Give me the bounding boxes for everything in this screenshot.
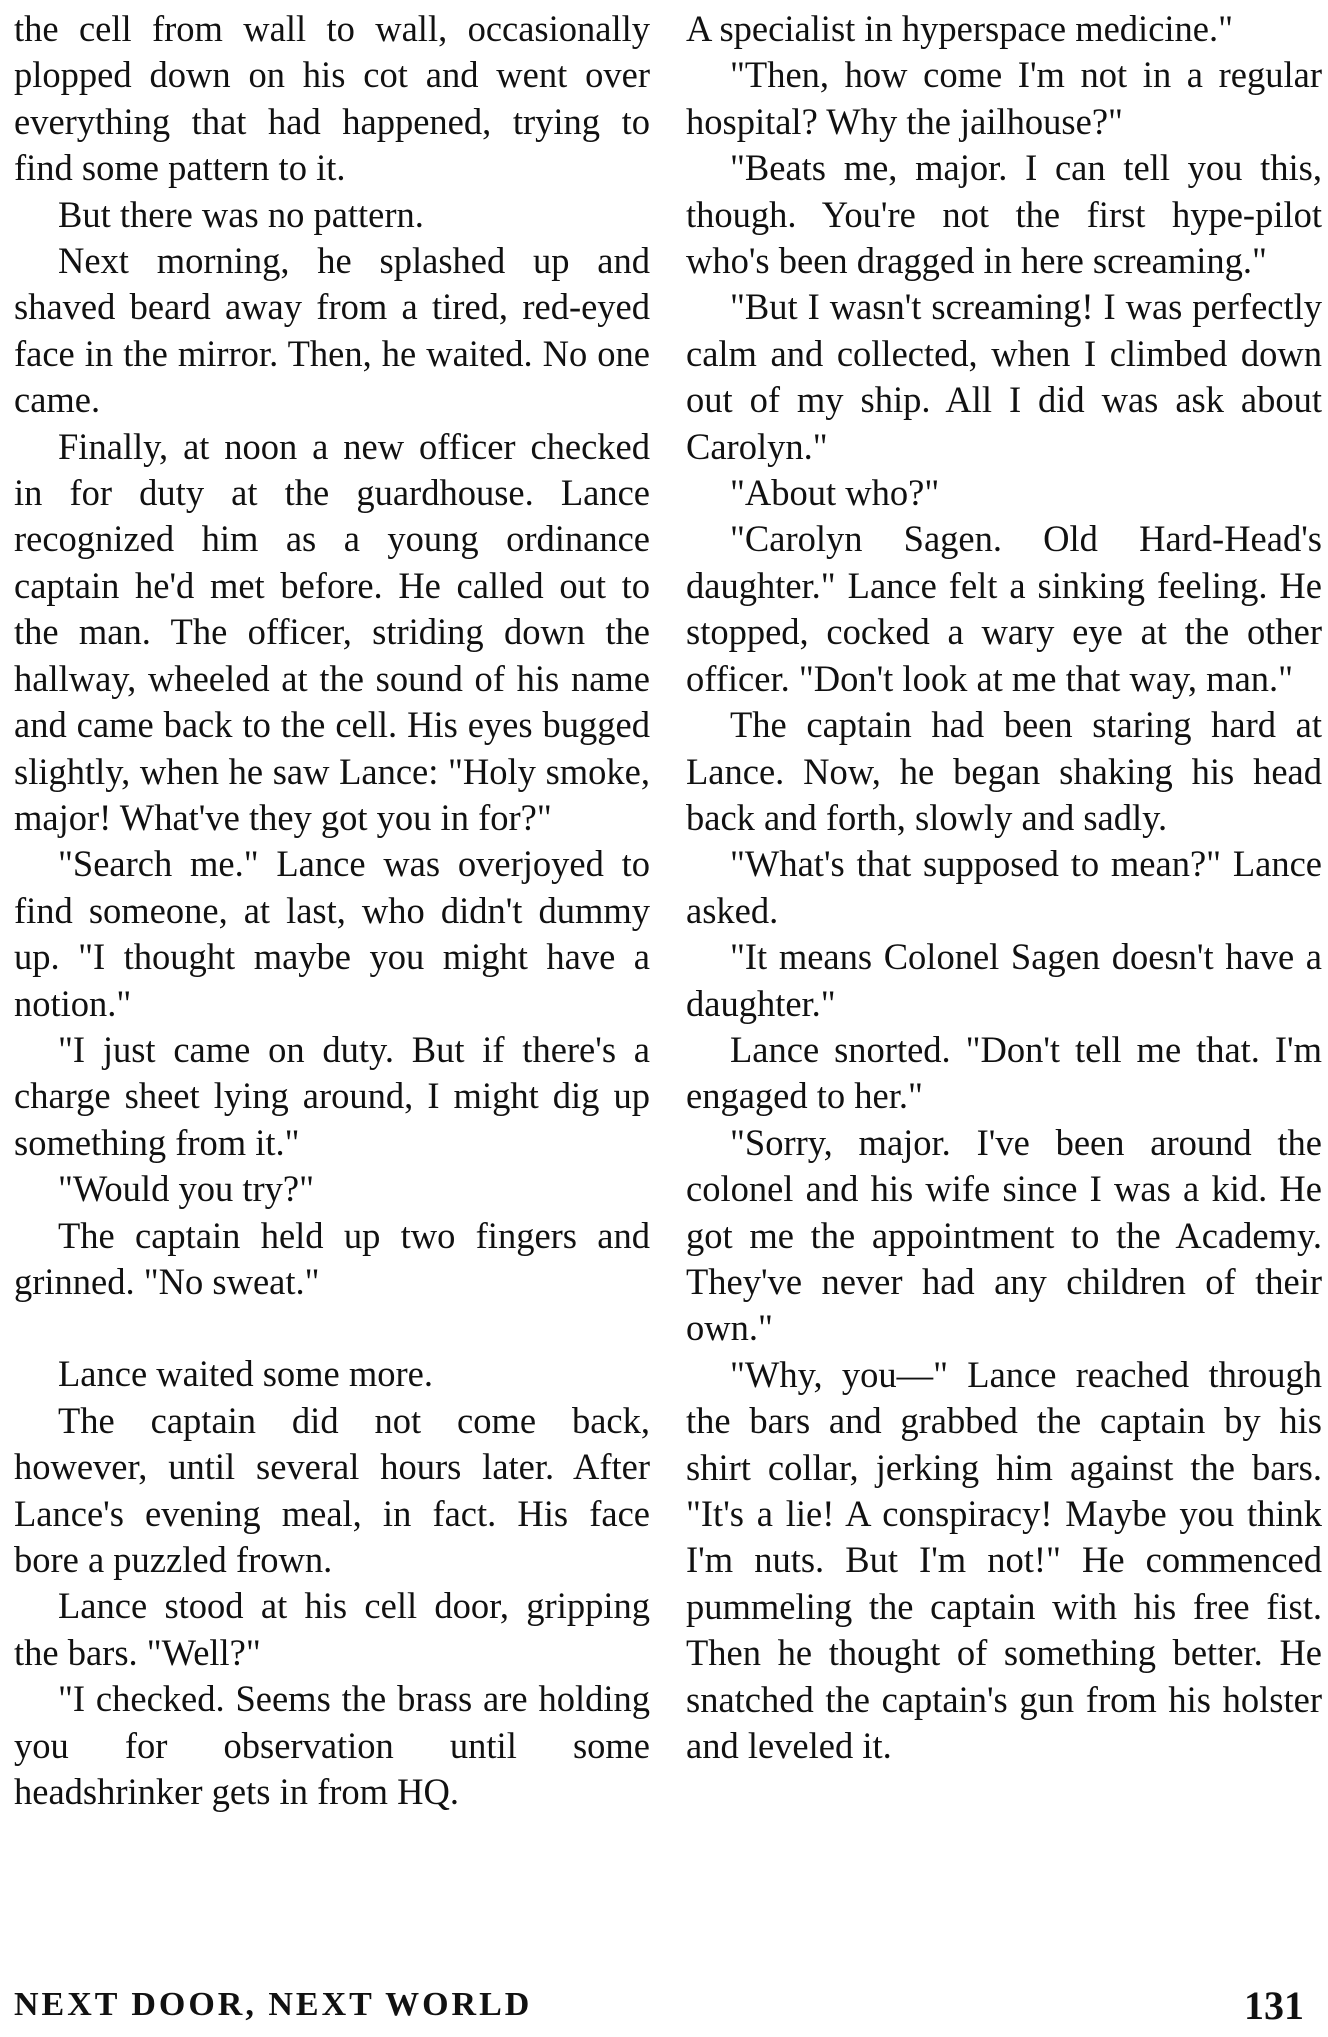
paragraph: "Beats me, major. I can tell you this, though. You're not the first hype-pilot who's been dragged in here screaming." [686, 147, 1322, 282]
paragraph: "About who?" [730, 472, 940, 514]
paragraph: "I just came on duty. But if there's a charge sheet lying around, I might dig up something from it." [14, 1028, 650, 1163]
paragraph: A specialist in hyperspace medicine." [686, 8, 1234, 49]
paragraph: "It means Colonel Sagen doesn't have a daughter." [686, 936, 1322, 1024]
paragraph: "What's that supposed to mean?" Lance asked. [686, 843, 1322, 931]
paragraph: "Would you try?" [58, 1168, 314, 1210]
paragraph: Lance snorted. "Don't tell me that. I'm engaged to her." [686, 1028, 1322, 1117]
right-text-column [686, 6, 1322, 1769]
paragraph: "Search me." Lance was overjoyed to find someone, at last, who didn't dummy up. "I thought maybe you might have a notion." [14, 843, 650, 1024]
paragraph: "I checked. Seems the brass are holding you for observation until some headshrinker gets in from HQ. [14, 1678, 650, 1813]
left-text-column [14, 6, 650, 1815]
paragraph: "Then, how come I'm not in a regular hospital? Why the jailhouse?" [686, 54, 1322, 142]
paragraph: Lance waited some more. [58, 1353, 433, 1395]
paragraph: But there was no pattern. [58, 193, 424, 235]
paragraph: Lance stood at his cell door, gripping the bars. "Well?" [14, 1585, 650, 1673]
paragraph: The captain had been staring hard at Lance. Now, he began shaking his head back and forth, slowly and sadly. [686, 704, 1322, 838]
paragraph: Next morning, he splashed up and shaved beard away from a tired, red-eyed face in the mirror. Then, he waited. No one came. [14, 240, 650, 421]
paragraph: "Why, you—" Lance reached through the bars and grabbed the captain by his shirt collar, jerking him against the bars. "It's a lie! A conspiracy! Maybe you think I'm nuts. But I'm not!" He commenced pummeling the captain with his free fist. Then he thought of something better. He snatched the captain's gun from his holster and leveled it. [686, 1353, 1322, 1767]
paragraph: "Carolyn Sagen. Old Hard-Head's daughter." Lance felt a sinking feeling. He stopped, cocked a wary eye at the other officer. "Don't look at me that way, man." [686, 518, 1322, 699]
paragraph: the cell from wall to wall, occasionally plopped down on his cot and went over everything that had happened, trying to find some pattern to it. [14, 8, 650, 189]
paragraph: The captain held up two fingers and grinned. "No sweat." [14, 1214, 650, 1302]
paragraph: Finally, at noon a new officer checked in for duty at the guardhouse. Lance recognized him as a young ordinance captain he'd met before. He called out to the man. The officer, striding down the hallway, wheeled at the sound of his name and came back to the cell. His eyes bugged slightly, when he saw Lance: "Holy smoke, major! What've they got you in for?" [14, 425, 650, 838]
paragraph: "Sorry, major. I've been around the colonel and his wife since I was a kid. He got me the appointment to the Academy. They've never had any children of their own." [686, 1121, 1322, 1349]
running-head: NEXT DOOR, NEXT WORLD [14, 1986, 533, 2023]
page-number: 131 [1244, 1983, 1304, 2028]
paragraph: "But I wasn't screaming! I was perfectly calm and collected, when I climbed down out of my ship. All I did was ask about Carolyn." [686, 286, 1322, 467]
page-footer [14, 1983, 1304, 2030]
paragraph: The captain did not come back, however, until several hours later. After Lance's evening meal, in fact. His face bore a puzzled frown. [14, 1399, 650, 1580]
